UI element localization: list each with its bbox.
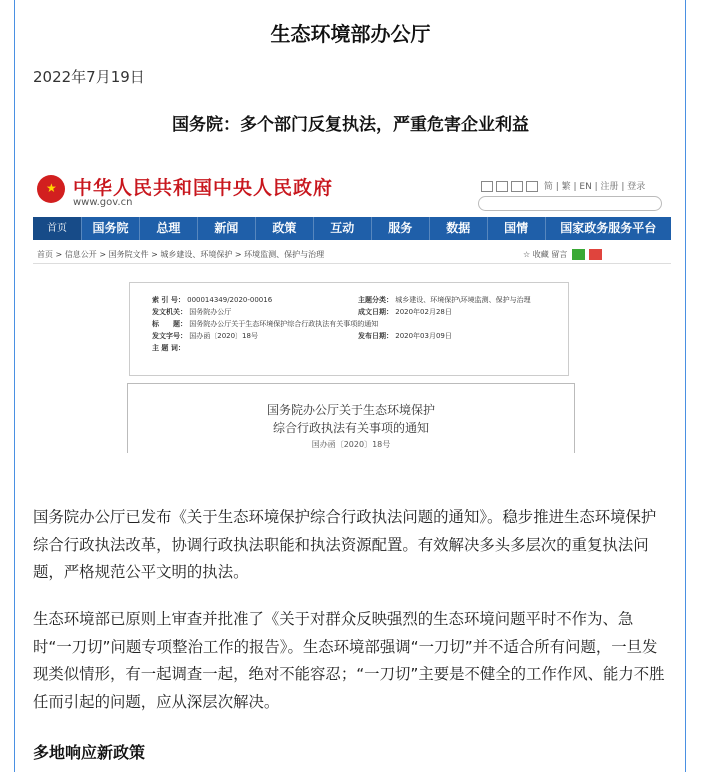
- meta-label: 成文日期：: [358, 308, 393, 316]
- meta-label: 发布日期：: [358, 332, 393, 340]
- meta-label: 主 题 词：: [152, 344, 185, 352]
- page-tools: [523, 249, 604, 260]
- nav-item: 总理: [139, 217, 197, 240]
- doc-number: 国办函〔2020〕18号: [311, 440, 391, 449]
- paragraph: 国务院办公厅已发布《关于生态环境保护综合行政执法问题的通知》。稳步推进生态环境保护综合行政执法改革，协调行政执法职能和执法资源配置。有效解决多头多层次的重复执法问题，严格规范公平文明的执法。: [33, 508, 657, 581]
- wechat-icon: [526, 181, 538, 192]
- nav-item: 新闻: [197, 217, 255, 240]
- nav-home: 首页: [33, 217, 81, 240]
- meta-value: 国办函〔2020〕18号: [189, 332, 258, 340]
- meta-label: 发文机关：: [152, 308, 187, 316]
- meta-value: 000014349/2020-00016: [187, 296, 273, 304]
- meta-label: 索 引 号：: [152, 296, 185, 304]
- doc-meta-table: [129, 282, 569, 376]
- divider: [33, 263, 671, 264]
- meta-label: 发文字号：: [152, 332, 187, 340]
- embedded-screenshot: [33, 165, 671, 453]
- breadcrumb: [33, 245, 671, 263]
- meta-value: 2020年03月09日: [395, 332, 452, 340]
- wechat-share-icon: [572, 249, 585, 260]
- org-title: 生态环境部办公厅: [270, 22, 431, 46]
- meta-value: 2020年02月28日: [395, 308, 452, 316]
- nav-item: 数据: [429, 217, 487, 240]
- paragraph: 生态环境部已原则上审查并批准了《关于对群众反映强烈的生态环境问题平时不作为、急时“一刀切”问题专项整治工作的报告》。生态环境部强调“一刀切”并不适合所有问题，一旦发现类似情形，有一起调查一起，绝对不能容忍；“一刀切”主要是不健全的工作作风、能力不胜任而引起的问题，应从深层次解决。: [33, 610, 665, 711]
- meta-value: 城乡建设、环境保护\环境监测、保护与治理: [395, 296, 531, 304]
- meta-label: 主题分类：: [358, 296, 393, 304]
- gov-site-header: [33, 165, 671, 215]
- nav-item: 国务院: [81, 217, 139, 240]
- weibo-share-icon: [589, 249, 602, 260]
- doc-title-box: [127, 383, 575, 453]
- nav-item: 国家政务服务平台: [545, 217, 671, 240]
- top-links-text: 简 | 繁 | EN | 注册 | 登录: [543, 182, 646, 192]
- nav-item: 政策: [255, 217, 313, 240]
- doc-title-line-1: 国务院办公厅关于生态环境保护: [266, 403, 435, 417]
- meta-value: 国务院办公厅关于生态环境保护综合行政执法有关事项的通知: [189, 320, 379, 328]
- top-links: [481, 179, 645, 192]
- weibo-icon: [511, 181, 523, 192]
- nav-item: 国情: [487, 217, 545, 240]
- publish-date: 2022年7月19日: [33, 68, 145, 86]
- breadcrumb-path: 首页 > 信息公开 > 国务院文件 > 城乡建设、环境保护 > 环境监测、保护与治理: [37, 250, 325, 259]
- nav-item: 服务: [371, 217, 429, 240]
- headline: 国务院：多个部门反复执法，严重危害企业利益: [172, 115, 529, 135]
- site-name: 中华人民共和国中央人民政府: [73, 177, 334, 199]
- site-url: www.gov.cn: [73, 197, 133, 208]
- page-tools-text: ☆ 收藏 留言: [523, 250, 568, 259]
- national-emblem-icon: ★: [37, 175, 65, 203]
- gov-nav-bar: [33, 217, 671, 240]
- nav-item: 互动: [313, 217, 371, 240]
- site-search-input: [478, 196, 662, 211]
- meta-label: 标 题：: [152, 320, 187, 328]
- mail-icon: [481, 181, 493, 192]
- meta-value: 国务院办公厅: [189, 308, 232, 316]
- doc-title-line-2: 综合行政执法有关事项的通知: [272, 421, 429, 435]
- phone-icon: [496, 181, 508, 192]
- section-heading: 多地响应新政策: [33, 743, 146, 762]
